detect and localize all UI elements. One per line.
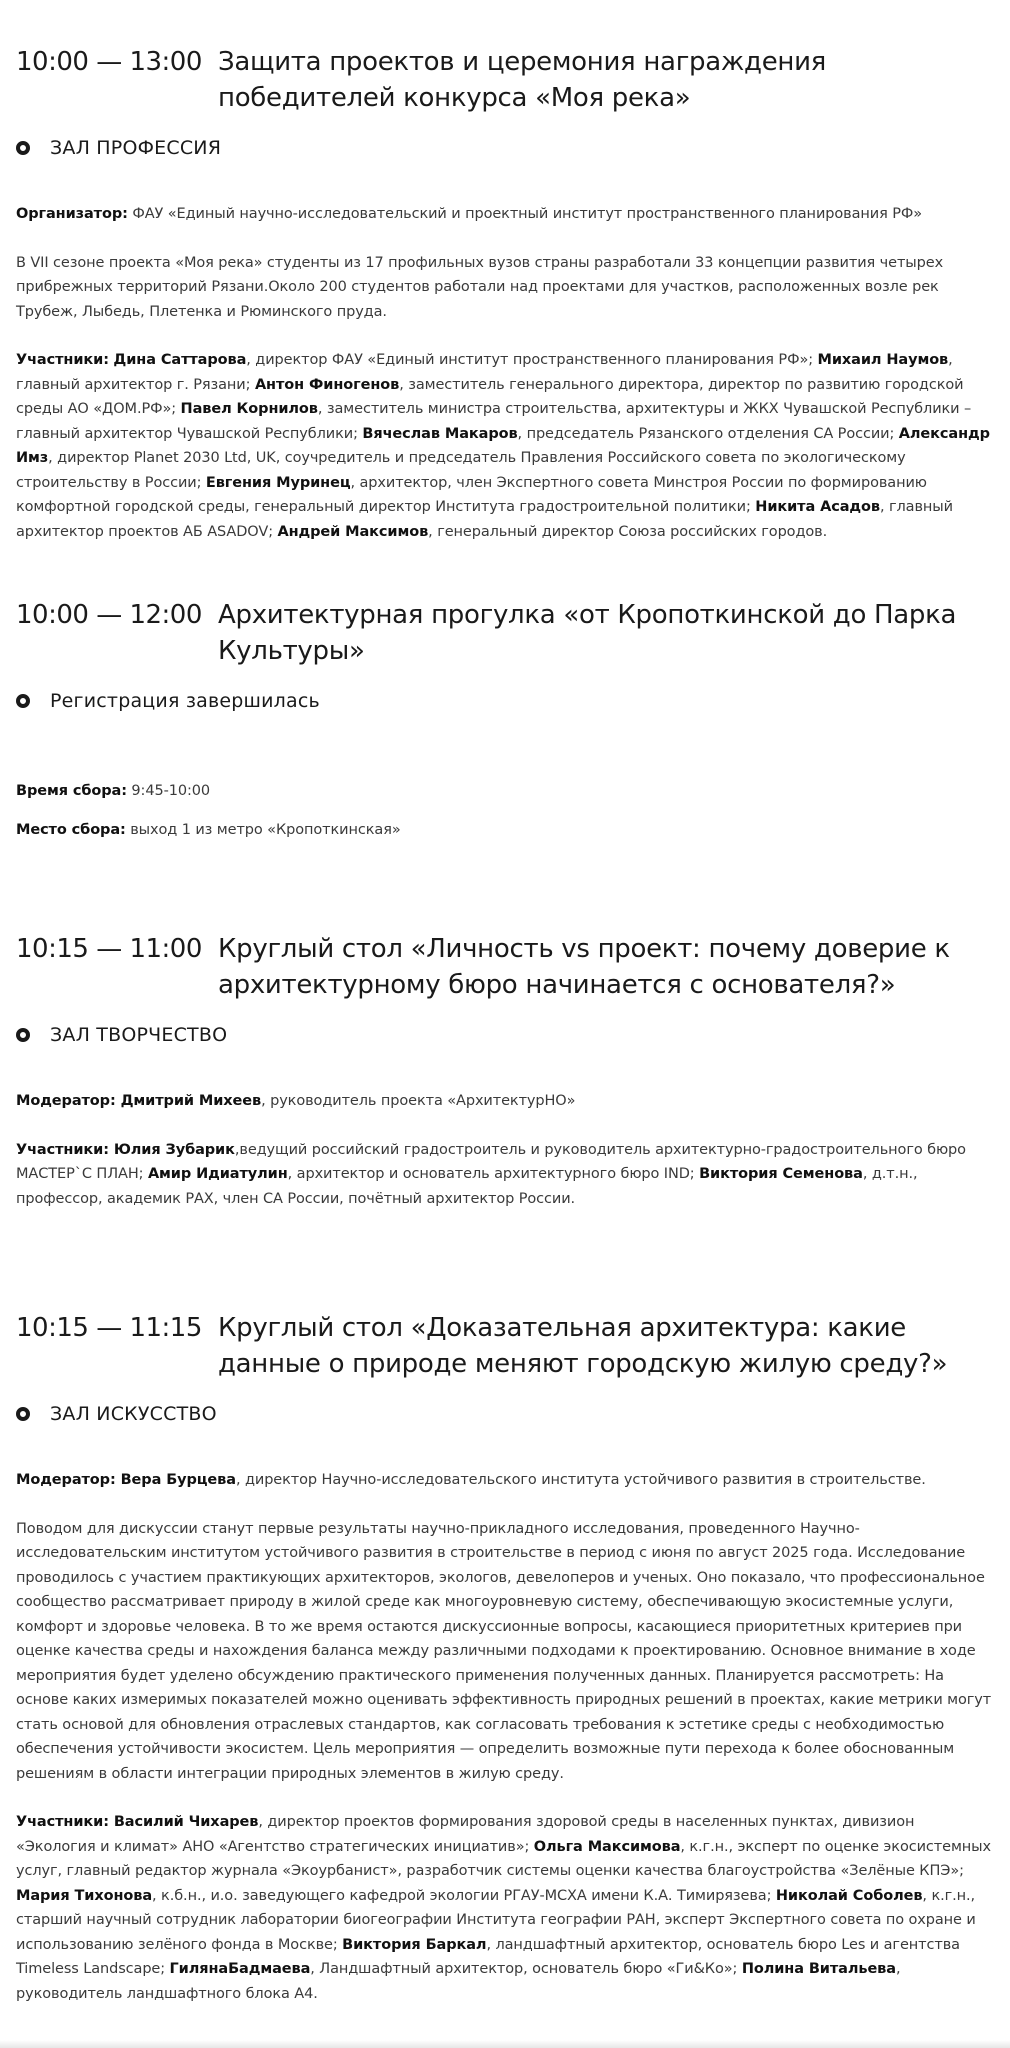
event-title-line: победителей конкурса «Моя река» — [218, 83, 691, 113]
event-title-line: Культуры» — [218, 636, 365, 666]
event-title — [218, 44, 826, 116]
location-marker-icon — [16, 694, 30, 708]
participant-role: ,ведущий российский градостроитель и руководитель архитектурно-градостроительного бюро МАСТЕР`С ПЛАН; — [16, 1141, 966, 1182]
event-description: Поводом для дискуссии станут первые результаты научно-прикладного исследования, проведенного Научно-исследовательским институтом устойчивого развития в строительстве в период с июня по август 2025 года. Исследование проводилось с участием практикующих архитекторов, экологов, девелоперов и ученых. Оно показало, что профессиональное сообщество рассматривает природу в жилой среде как многоуровневую систему, обеспечивающую экосистемные услуги, комфорт и здоровье человека. В то же время остаются дискуссионные вопросы, касающиеся приоритетных критериев при оценке качества среды и нахождения баланса между различными подходами к проектированию. Основное внимание в ходе мероприятия будет уделено обсуждению практического применения полученных данных. Планируется рассмотреть: На основе каких измеримых показателей можно оценивать эффективность природных решений в проектах, какие метрики могут стать основой для обновления отраслевых стандартов, как согласовать требования к эстетике среды с необходимостью обеспечения устойчивости экосистем. Цель мероприятия — определить возможные пути перехода к более обоснованным решениям в области интеграции природных элементов в жилую среду. — [16, 1520, 992, 1782]
event-time: 10:15 — 11:15 — [16, 1313, 202, 1343]
participant-role: , к.б.н., и.о. заведующего кафедрой экологии РГАУ-МСХА имени К.А. Тимирязева; — [152, 1887, 776, 1904]
meeting-place-value: выход 1 из метро «Кропоткинская» — [125, 822, 401, 838]
venue-row — [16, 1400, 996, 1428]
organizer-label: Организатор: — [16, 206, 128, 222]
participant-name: Михаил Наумов — [817, 352, 949, 368]
participant-name: Юлия Зубарик — [108, 1141, 235, 1158]
participant-name: Александр Имз — [16, 425, 990, 466]
participant-name: Николай Соболев — [775, 1887, 923, 1904]
participant-role: , главный архитектор проектов АБ ASADOV; — [16, 499, 953, 540]
meeting-place-label: Место сбора: — [16, 822, 126, 838]
registration-status-row — [16, 687, 996, 715]
participant-name: Виктория Семенова — [699, 1166, 863, 1182]
bottom-fade — [0, 2040, 1010, 2048]
participant-role: , архитектор, член Экспертного совета Минстроя России по формированию комфортной городской среды, генеральный директор Института градостроительной политики; — [16, 474, 927, 515]
venue-row — [16, 1021, 996, 1049]
event-title — [218, 1310, 947, 1382]
event-title — [218, 597, 956, 669]
venue-label: ЗАЛ ПРОФЕССИЯ — [50, 137, 222, 159]
event-description: В VII сезоне проекта «Моя река» студенты из 17 профильных вузов страны разработали 33 концепции развития четырех прибрежных территорий Рязани.Около 200 студентов работали над проектами для участков, расположенных возле рек Трубеж, Лыбедь, Плетенка и Рюминского пруда. — [16, 254, 944, 320]
participants-block — [16, 348, 996, 544]
event-title — [218, 931, 950, 1003]
event-card — [16, 597, 996, 857]
moderator-line — [16, 1468, 996, 1493]
participants-label: Участники: — [16, 1814, 109, 1830]
participant-role: , председатель Рязанского отделения СА России; — [517, 425, 899, 442]
participant-name: Василий Чихарев — [108, 1814, 259, 1830]
participant-name: Полина Витальева — [741, 1961, 896, 1977]
participants-block — [16, 1810, 996, 2006]
registration-status: Регистрация завершилась — [50, 690, 320, 712]
participant-role: , ландшафтный архитектор, основатель бюро Les и агентства Timeless Landscape; — [16, 1936, 960, 1977]
participant-role: , д.т.н., профессор, академик РАХ, член СА России, почётный архитектор России. — [16, 1166, 918, 1207]
venue-label: ЗАЛ ТВОРЧЕСТВО — [50, 1024, 228, 1046]
participant-role: , директор Planet 2030 Ltd, UK, соучредитель и председатель Правления Российского совета по экологическому строительству в России; — [16, 450, 906, 491]
venue-row — [16, 134, 996, 162]
participant-role: , заместитель генерального директора, директор по развитию городской среды АО «ДОМ.РФ»; — [16, 376, 964, 417]
organizer-text: ФАУ «Единый научно-исследовательский и проектный институт пространственного планирования РФ» — [127, 206, 923, 222]
participant-role: , к.г.н., старший научный сотрудник лаборатории биогеографии Института географии РАН, эксперт Экспертного совета по охране и использованию зелёного фонда в Москве; — [16, 1887, 976, 1953]
organizer-line — [16, 202, 996, 227]
moderator-label: Модератор: — [16, 1093, 116, 1109]
moderator-role: , директор Научно-исследовательского института устойчивого развития в строительстве. — [235, 1472, 926, 1488]
participants-block — [16, 1138, 996, 1212]
event-title-line: Защита проектов и церемония награждения — [218, 47, 827, 77]
participants-label: Участники: — [16, 1141, 109, 1158]
event-time: 10:15 — 11:00 — [16, 934, 202, 964]
participant-name: Мария Тихонова — [16, 1887, 153, 1904]
participant-name: Виктория Баркал — [342, 1936, 487, 1953]
event-time: 10:00 — 13:00 — [16, 47, 202, 77]
meeting-time — [16, 779, 996, 804]
participant-role: , руководитель ландшафтного блока А4. — [16, 1961, 901, 2002]
participant-name: Евгения Муринец — [205, 474, 351, 491]
event-header — [16, 1310, 996, 1382]
participant-name: Никита Асадов — [755, 499, 880, 515]
moderator-name: Дмитрий Михеев — [115, 1093, 262, 1109]
participant-name: Антон Финогенов — [254, 376, 400, 393]
moderator-line — [16, 1089, 996, 1114]
participant-role: , Ландшафтный архитектор, основатель бюро «Ги&Ко»; — [310, 1961, 742, 1977]
location-marker-icon — [16, 141, 30, 155]
participant-name: Амир Идиатулин — [147, 1166, 288, 1182]
meeting-time-value: 9:45-10:00 — [126, 783, 211, 799]
event-title-line: архитектурному бюро начинается с основателя?» — [218, 970, 896, 1000]
participant-role: , генеральный директор Союза российских городов. — [428, 523, 828, 540]
event-card — [16, 1310, 996, 2021]
event-header — [16, 44, 996, 116]
moderator-label: Модератор: — [16, 1472, 116, 1488]
participant-name: Павел Корнилов — [180, 401, 318, 417]
event-card — [16, 931, 996, 1226]
participant-role: , главный архитектор г. Рязани; — [16, 352, 953, 393]
location-marker-icon — [16, 1407, 30, 1421]
meeting-place — [16, 818, 996, 843]
participant-name: Дина Саттарова — [113, 352, 247, 368]
participant-role: , директор ФАУ «Единый институт пространственного планирования РФ»; — [246, 352, 818, 368]
participant-name: Андрей Максимов — [277, 523, 429, 540]
moderator-role: , руководитель проекта «АрхитектурНО» — [261, 1093, 576, 1109]
participant-role: , архитектор и основатель архитектурного бюро IND; — [287, 1166, 700, 1182]
event-title-line: Круглый стол «Личность vs проект: почему доверие к — [218, 934, 950, 964]
participants-label: Участники: — [16, 352, 109, 368]
moderator-name: Вера Бурцева — [115, 1472, 236, 1488]
meeting-time-label: Время сбора: — [16, 783, 127, 799]
participant-role: , директор проектов формирования здоровой среды в населенных пунктах, дивизион «Экология и климат» АНО «Агентство стратегических инициатив»; — [16, 1814, 915, 1855]
event-header — [16, 597, 996, 669]
venue-label: ЗАЛ ИСКУССТВО — [50, 1403, 217, 1425]
participant-role: , к.г.н., эксперт по оценке экосистемных услуг, главный редактор журнала «Экоурбанист», разработчик системы оценки качества благоустройства «Зелёные КПЭ»; — [16, 1838, 992, 1879]
event-title-line: данные о природе меняют городскую жилую среду?» — [218, 1349, 948, 1379]
event-title-line: Круглый стол «Доказательная архитектура: какие — [218, 1313, 906, 1343]
participant-role: , заместитель министра строительства, архитектуры и ЖКХ Чувашской Республики – главный архитектор Чувашской Республики; — [16, 401, 972, 442]
location-marker-icon — [16, 1028, 30, 1042]
participant-name: ГилянаБадмаева — [169, 1961, 311, 1977]
event-card — [16, 44, 996, 559]
event-title-line: Архитектурная прогулка «от Кропоткинской до Парка — [218, 600, 957, 630]
event-header — [16, 931, 996, 1003]
participant-name: Ольга Максимова — [533, 1838, 681, 1855]
event-time: 10:00 — 12:00 — [16, 600, 202, 630]
participant-name: Вячеслав Макаров — [362, 425, 518, 442]
